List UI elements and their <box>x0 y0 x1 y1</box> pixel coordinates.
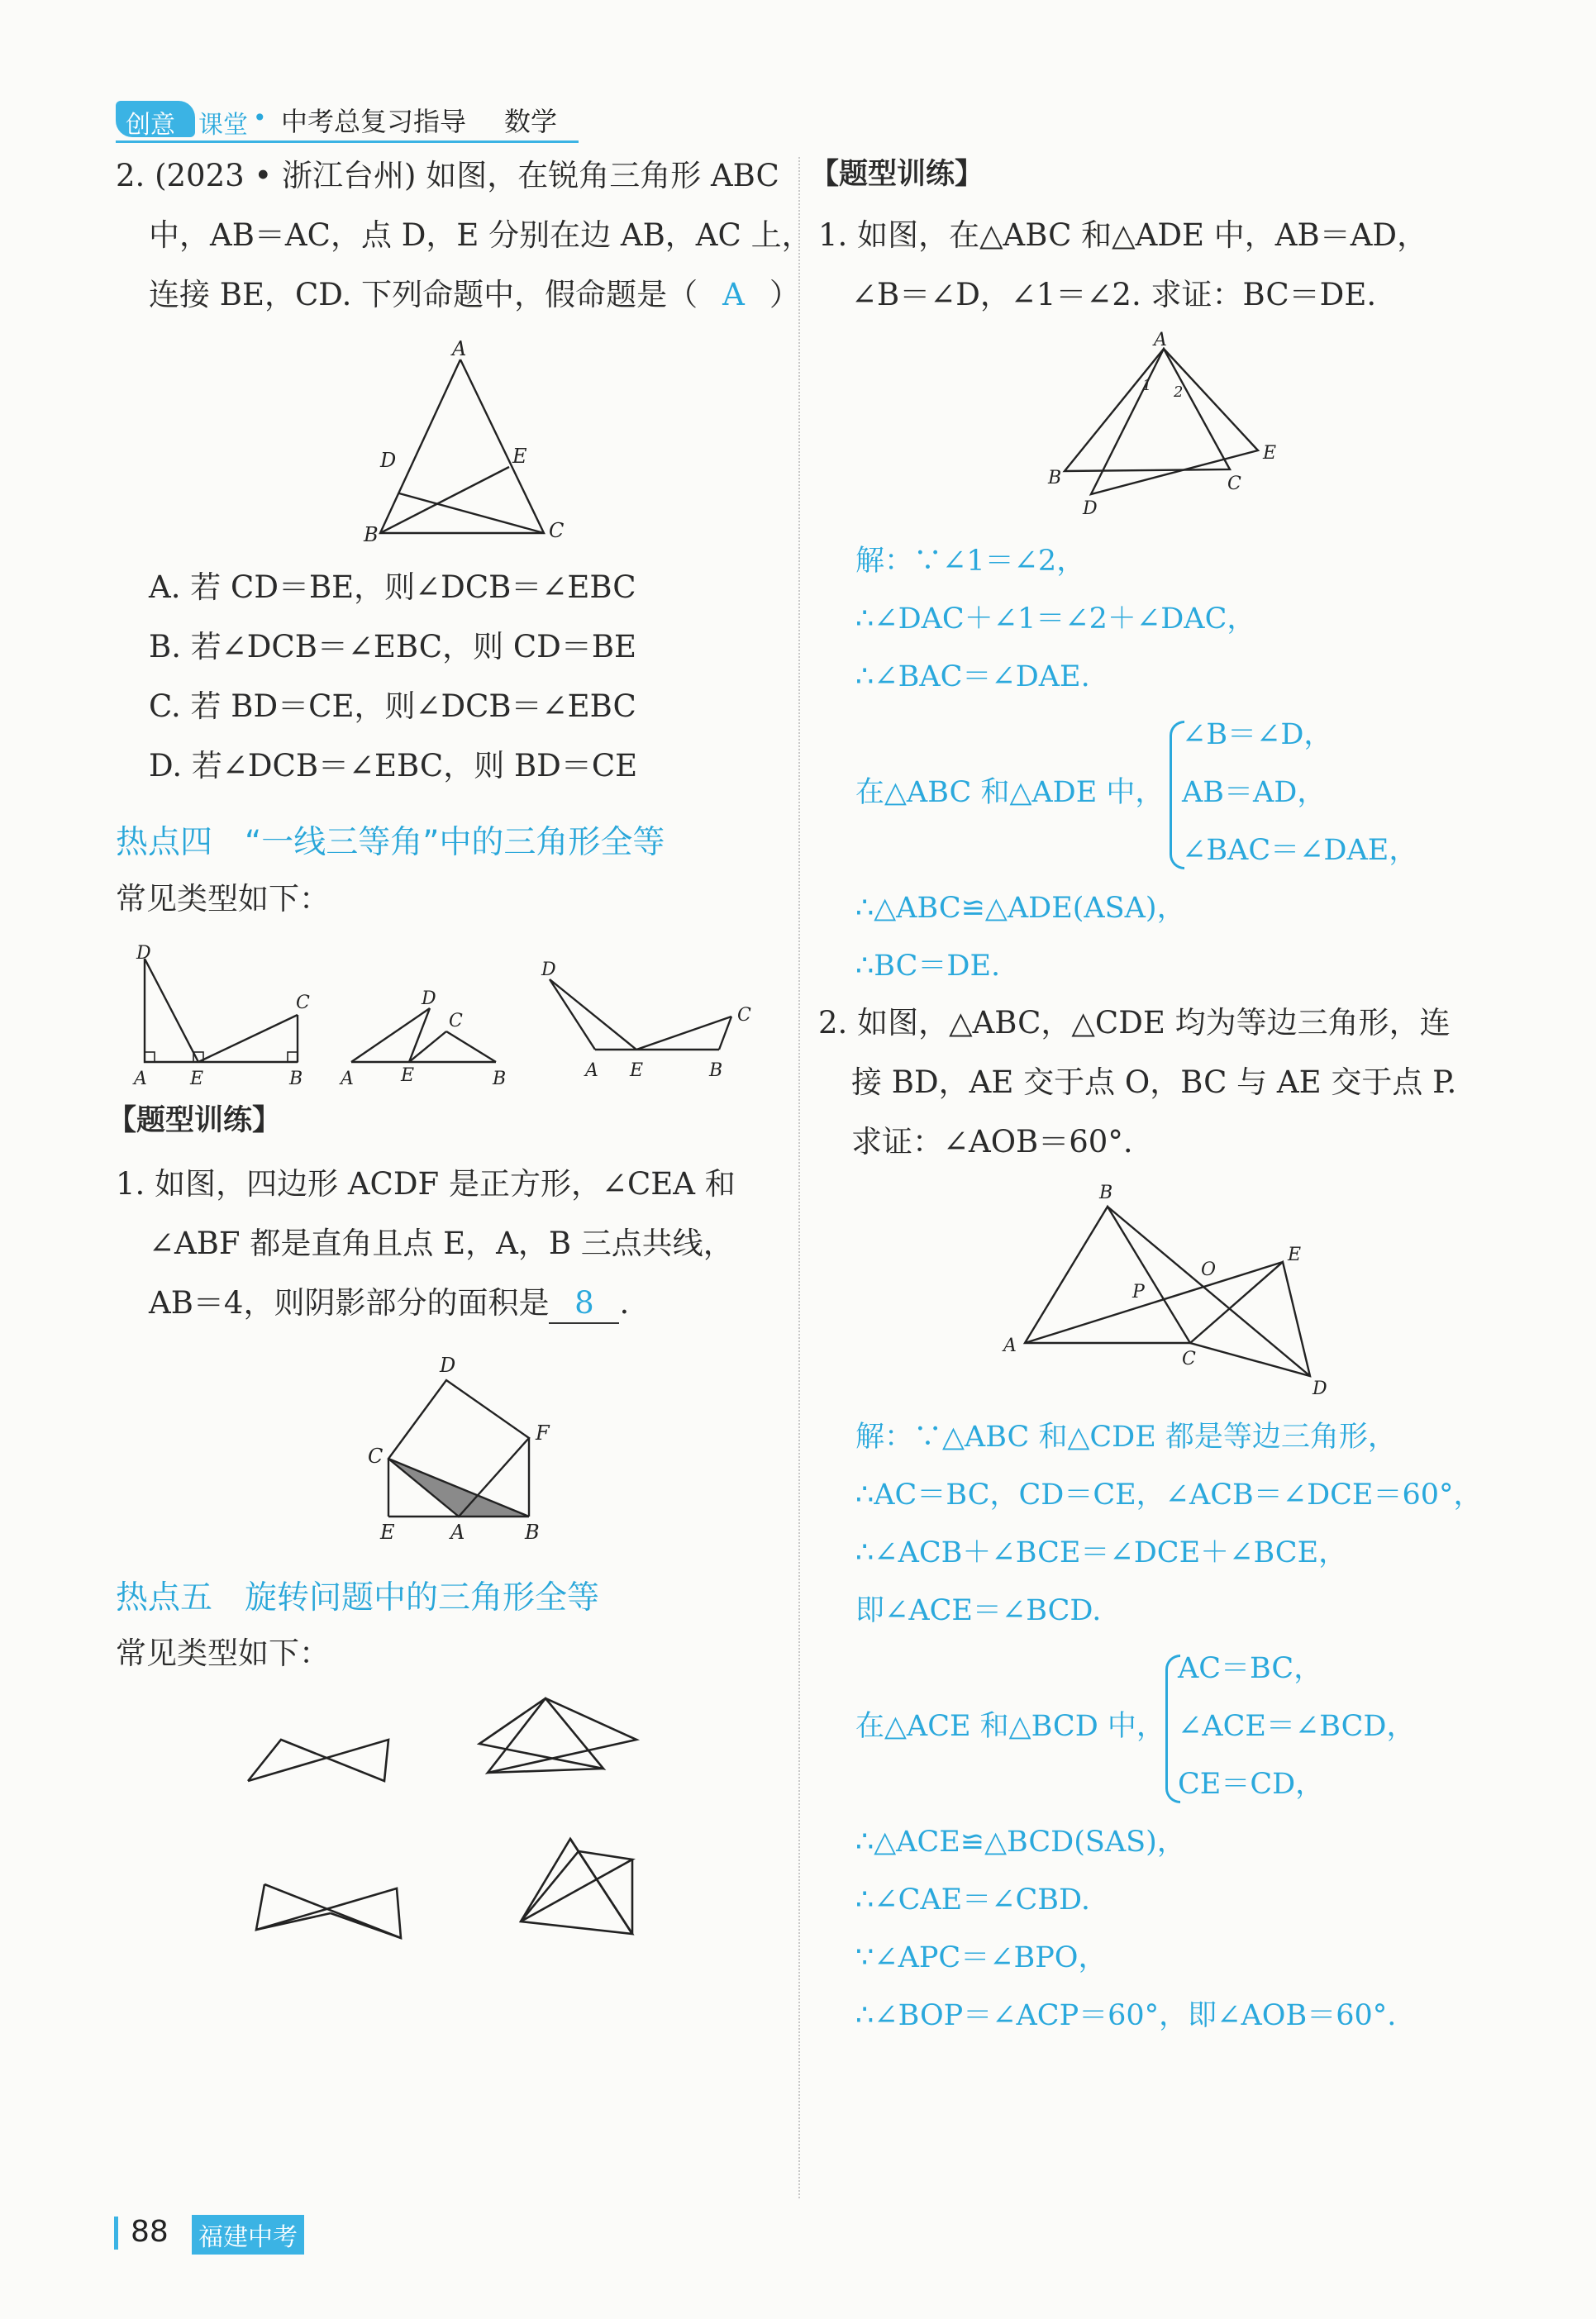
q2-line3: 连接 BE，CD. 下列命题中，假命题是（ A ） <box>149 277 800 312</box>
t1-label-e: E <box>380 1521 395 1544</box>
p2-line3: 求证：∠AOB＝60°. <box>851 1124 1133 1160</box>
svg-text:B: B <box>709 1060 723 1081</box>
p1-line1: 1. 如图，在△ABC 和△ADE 中，AB＝AD， <box>818 217 1428 253</box>
p2-label-b: B <box>1099 1183 1113 1203</box>
p2-triangle-abc <box>1025 1207 1190 1343</box>
t1-label-a: A <box>450 1521 465 1544</box>
q2-figure <box>355 335 587 550</box>
p2-line2: 接 BD，AE 交于点 O，BC 与 AE 交于点 P. <box>851 1064 1457 1100</box>
q2-label-a: A <box>452 337 467 360</box>
p1-sol-3: ∴∠BAC＝∠DAE. <box>855 660 1090 693</box>
p1-triangle-abc <box>1065 349 1230 471</box>
right-training-title: 【题型训练】 <box>810 158 984 191</box>
p2-label-p: P <box>1132 1282 1145 1302</box>
svg-text:E: E <box>630 1060 644 1081</box>
p1-sys-1: ∠B＝∠D， <box>1182 718 1333 751</box>
p2-label-o: O <box>1201 1259 1217 1280</box>
p2-sys-3: CE＝CD， <box>1178 1768 1325 1801</box>
p1-sol-1: 解：∵∠1＝∠2， <box>855 545 1086 578</box>
q2-label-b: B <box>364 523 379 546</box>
column-divider <box>798 157 800 2198</box>
svg-text:C: C <box>296 993 310 1013</box>
q2-label-c: C <box>549 519 565 542</box>
t1-answer: 8 <box>549 1284 619 1324</box>
q2-option-d: D. 若∠DCB＝∠EBC，则 BD＝CE <box>149 748 638 783</box>
q2-label-e: E <box>512 445 527 468</box>
p2-label-c: C <box>1182 1349 1196 1369</box>
hot4-figures <box>124 942 769 1095</box>
p2-figure <box>992 1178 1339 1401</box>
svg-text:E: E <box>401 1065 415 1086</box>
p2-label-e: E <box>1288 1245 1302 1265</box>
p2-sol-intro: 在△ACE 和△BCD 中， <box>855 1710 1165 1743</box>
q2-label-d: D <box>380 449 397 472</box>
page-number: 88 <box>131 2215 169 2249</box>
t1-figure <box>364 1347 570 1545</box>
p2-sol-2: ∴AC＝BC，CD＝CE，∠ACB＝∠DCE＝60°， <box>855 1479 1483 1512</box>
header-title: 中考总复习指导 <box>281 106 467 137</box>
svg-text:B: B <box>493 1069 507 1089</box>
hot4-fig2 <box>339 988 506 1089</box>
t1-line3: AB＝4，则阴影部分的面积是 8 . <box>149 1284 629 1324</box>
svg-text:C: C <box>737 1005 751 1026</box>
header-rule <box>116 140 579 143</box>
header-subject: 数学 <box>504 106 558 137</box>
p2-sol-6: ∴∠CAE＝∠CBD. <box>855 1883 1090 1917</box>
t1-label-f: F <box>536 1421 550 1445</box>
header-logo <box>116 99 289 140</box>
hot4-fig3 <box>541 960 751 1081</box>
p1-label-1: 1 <box>1142 377 1152 394</box>
p1-sol-4: ∴△ABC≌△ADE(ASA)， <box>855 892 1186 925</box>
brand-dot: • <box>253 104 267 131</box>
svg-text:A: A <box>585 1060 598 1081</box>
p2-line1: 2. 如图，△ABC，△CDE 均为等边三角形，连 <box>818 1005 1451 1040</box>
hot5-fig4 <box>521 1839 632 1934</box>
q2-option-a: A. 若 CD＝BE，则∠DCB＝∠EBC <box>149 569 636 605</box>
p1-sol-2: ∴∠DAC＋∠1＝∠2＋∠DAC， <box>855 602 1256 636</box>
p2-sol-8: ∴∠BOP＝∠ACP＝60°，即∠AOB＝60°. <box>855 1999 1397 2032</box>
p1-figure <box>1041 331 1306 521</box>
hot5-fig3 <box>256 1884 401 1938</box>
p2-label-a: A <box>1003 1336 1017 1356</box>
hot4-common: 常见类型如下： <box>116 881 330 917</box>
p2-sys-2: ∠ACE＝∠BCD， <box>1178 1710 1416 1743</box>
p2-sol-4: 即∠ACE＝∠BCD. <box>855 1594 1102 1627</box>
q2-answer: A <box>722 277 745 312</box>
p1-line2: ∠B＝∠D，∠1＝∠2. 求证：BC＝DE. <box>851 277 1377 312</box>
p1-sys-2: AB＝AD， <box>1182 776 1327 809</box>
p2-sol-5: ∴△ACE≌△BCD(SAS)， <box>855 1826 1186 1859</box>
q2-line2: 中，AB＝AC，点 D，E 分别在边 AB，AC 上， <box>149 217 812 253</box>
p1-sol-5: ∴BC＝DE. <box>855 950 1001 983</box>
p1-label-b: B <box>1048 468 1062 488</box>
p1-label-c: C <box>1227 474 1241 494</box>
p1-label-a: A <box>1154 331 1167 350</box>
q2-option-c: C. 若 BD＝CE，则∠DCB＝∠EBC <box>149 688 636 724</box>
svg-text:E: E <box>190 1069 204 1089</box>
brand-chuangyi: 创意 <box>126 111 175 140</box>
svg-text:D: D <box>136 943 151 964</box>
footer-label: 福建中考 <box>192 2215 304 2255</box>
t1-label-c: C <box>368 1445 384 1468</box>
p1-label-e: E <box>1263 443 1277 464</box>
footer-bar <box>114 2217 118 2250</box>
hot5-figures <box>231 1686 661 1959</box>
p2-sol-3: ∴∠ACB＋∠BCE＝∠DCE＋∠BCE， <box>855 1536 1348 1569</box>
p1-triangle-ade <box>1091 349 1258 494</box>
hot4-title: 热点四 “一线三等角”中的三角形全等 <box>116 824 665 861</box>
q2-line-be <box>380 467 509 533</box>
svg-text:A: A <box>134 1069 147 1089</box>
p2-line-ae <box>1025 1262 1283 1343</box>
hot5-fig2 <box>479 1698 636 1773</box>
left-training-title: 【题型训练】 <box>107 1104 282 1137</box>
brand-ketang: 课堂 <box>198 111 248 140</box>
p2-sol-7: ∵∠APC＝∠BPO， <box>855 1941 1108 1974</box>
p1-label-2: 2 <box>1174 383 1184 401</box>
svg-text:D: D <box>541 960 556 980</box>
svg-text:C: C <box>449 1011 463 1031</box>
q2-line1: 2. (2023 • 浙江台州) 如图，在锐角三角形 ABC <box>116 158 779 193</box>
t1-line2: ∠ABF 都是直角且点 E，A，B 三点共线， <box>149 1226 734 1261</box>
p1-label-d: D <box>1083 498 1098 519</box>
q2-option-b: B. 若∠DCB＝∠EBC，则 CD＝BE <box>149 629 637 664</box>
hot4-fig1 <box>132 943 310 1089</box>
svg-text:D: D <box>422 988 436 1009</box>
p2-label-d: D <box>1313 1379 1327 1399</box>
hot5-fig1 <box>248 1740 388 1781</box>
svg-text:B: B <box>289 1069 303 1089</box>
t1-line1: 1. 如图，四边形 ACDF 是正方形，∠CEA 和 <box>116 1166 736 1202</box>
p2-sol-1: 解：∵△ABC 和△CDE 都是等边三角形， <box>855 1421 1397 1454</box>
t1-label-b: B <box>525 1521 540 1544</box>
p2-sys-1: AC＝BC， <box>1178 1652 1323 1685</box>
t1-label-d: D <box>440 1354 456 1377</box>
hot5-title: 热点五 旋转问题中的三角形全等 <box>116 1579 600 1617</box>
p1-sol-intro: 在△ABC 和△ADE 中， <box>855 776 1165 809</box>
svg-text:A: A <box>341 1069 354 1089</box>
hot5-common: 常见类型如下： <box>116 1636 330 1671</box>
p1-sys-3: ∠BAC＝∠DAE， <box>1182 834 1418 867</box>
